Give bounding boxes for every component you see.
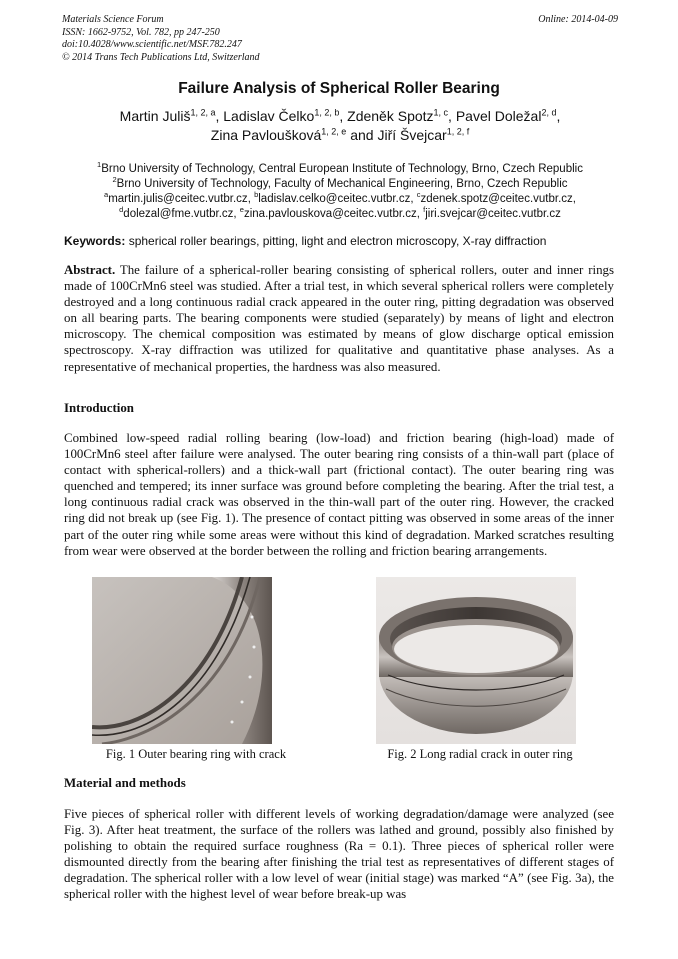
abstract-text: The failure of a spherical-roller bearing consisting of spherical rollers, outer and inner rings made of 100CrMn6 steel was studied. After a trial test, in which several spherical rollers were completely destroyed and a long continuous radial crack appeared in the outer ring, pitting degradation was observed on all bearing parts. The bearing components were studied (separately) by means of light and electron microscopy. The chemical composition was estimated by means of glow discharge optical emission spectroscopy. X-ray diffraction was utilized for qualitative and quantitative phase analyses. As a representative of mechanical properties, the hardness was also measured. <box>64 263 614 374</box>
figure-2-caption: Fig. 2 Long radial crack in outer ring <box>387 747 573 761</box>
affiliation-2: $^2$Brno University of Technology, Faculty of Mechanical Engineering, Brno, Czech Republic <box>112 175 568 190</box>
email-link[interactable]: ladislav.celko@ceitec.vutbr.cz <box>258 193 411 205</box>
online-date: Online: 2014-04-09 <box>538 14 618 25</box>
figure-1-photo <box>92 577 272 744</box>
materials-text: Five pieces of spherical roller with different levels of working degradation/damage were analyzed (see Fig. 3). After heat treatment, the surface of the rollers was lathed and ground, possibly also finished by polishing to obtain the required surface roughness (Ra = 0.1). Three pieces of spherical roller were dismounted directly from the bearing after finishing the trial test as representatives of different stages of degradation. The spherical roller with a low level of wear (initial stage) was marked “A” (see Fig. 3a), the spherical roller with the highest level of wear before break-up was <box>64 807 614 902</box>
author: Zina Pavloušková$^{1, 2, e}$ <box>210 126 347 143</box>
author: Jiří Švejcar$^{1, 2, f}$ <box>377 126 470 143</box>
abstract-label: Abstract. <box>64 263 116 277</box>
author: Pavel Doležal$^{2, d}$ <box>455 107 557 124</box>
abstract <box>64 262 614 375</box>
affiliation-1: $^1$Brno University of Technology, Central European Institute of Technology, Brno, Czech Republic <box>97 160 583 175</box>
doi-line: doi:10.4028/www.scientific.net/MSF.782.247 <box>62 39 242 50</box>
journal-header <box>62 14 618 64</box>
keywords-text: spherical roller bearings, pitting, light and electron microscopy, X-ray diffraction <box>125 234 547 248</box>
copyright-line: © 2014 Trans Tech Publications Ltd, Switzerland <box>62 51 260 63</box>
issn-line: ISSN: 1662-9752, Vol. 782, pp 247-250 <box>62 26 220 38</box>
email-link[interactable]: zina.pavlouskova@ceitec.vutbr.cz <box>243 208 417 220</box>
author: Ladislav Čelko$^{1, 2, b}$ <box>223 107 340 124</box>
email-link[interactable]: martin.julis@ceitec.vutbr.cz <box>108 193 248 205</box>
section-heading-introduction: Introduction <box>64 401 134 415</box>
affiliations <box>60 162 620 222</box>
figure-1-caption: Fig. 1 Outer bearing ring with crack <box>105 747 287 761</box>
keywords <box>64 233 614 249</box>
bearing-ring-closeup-image <box>92 577 272 744</box>
email-line: $^a$martin.julis@ceitec.vutbr.cz, $^b$ladislav.celko@ceitec.vutbr.cz, $^c$zdenek.spotz@ceitec.vutbr.cz, <box>104 190 576 205</box>
email-link[interactable]: zdenek.spotz@ceitec.vutbr.cz <box>420 193 573 205</box>
bearing-ring-full-image <box>376 577 576 744</box>
author-list: Martin Juliš$^{1, 2, a}$, Ladislav Čelko$^{1, 2, b}$, Zdeněk Spotz$^{1, c}$, Pavel Doležal$^{2, d}$, Zina Pavloušková$^{1, 2, e}$ and Jiří Švejcar$^{1, 2, f}$ <box>119 107 561 143</box>
email-line: $^d$dolezal@fme.vutbr.cz, $^e$zina.pavlouskova@ceitec.vutbr.cz, $^f$jiri.svejcar@ceitec.vutbr.cz <box>119 205 561 220</box>
introduction-text: Combined low-speed radial rolling bearing (low-load) and friction bearing (high-load) made of 100CrMn6 steel after failure were analysed. The outer bearing ring consists of a thin-wall part (place of contact with spherical-rollers) and a thick-wall part (frictional contact). The outer bearing ring was quenched and tempered; its inner surface was ground before completing the bearing. After the trial test, a long continuous radial crack was observed in the thin-wall part of the outer ring. However, the cracked ring did not break up (see Fig. 1). The presence of contact pitting was observed in some areas of the inner part of the outer ring while some areas were without this kind of degradation. Marked scratches resulting from wear were observed at the border between the rolling and friction bearing arrangements. <box>64 431 614 558</box>
email-link[interactable]: dolezal@fme.vutbr.cz <box>123 208 234 220</box>
journal-name: Materials Science Forum <box>62 14 164 25</box>
paper-title: Failure Analysis of Spherical Roller Bearing <box>178 80 500 97</box>
author: Zdeněk Spotz$^{1, c}$ <box>347 107 449 124</box>
email-link[interactable]: jiri.svejcar@ceitec.vutbr.cz <box>425 208 561 220</box>
figure-2-photo <box>376 577 576 744</box>
author: Martin Juliš$^{1, 2, a}$ <box>119 107 216 124</box>
section-heading-materials: Material and methods <box>64 776 186 790</box>
keywords-label: Keywords: <box>64 234 126 248</box>
